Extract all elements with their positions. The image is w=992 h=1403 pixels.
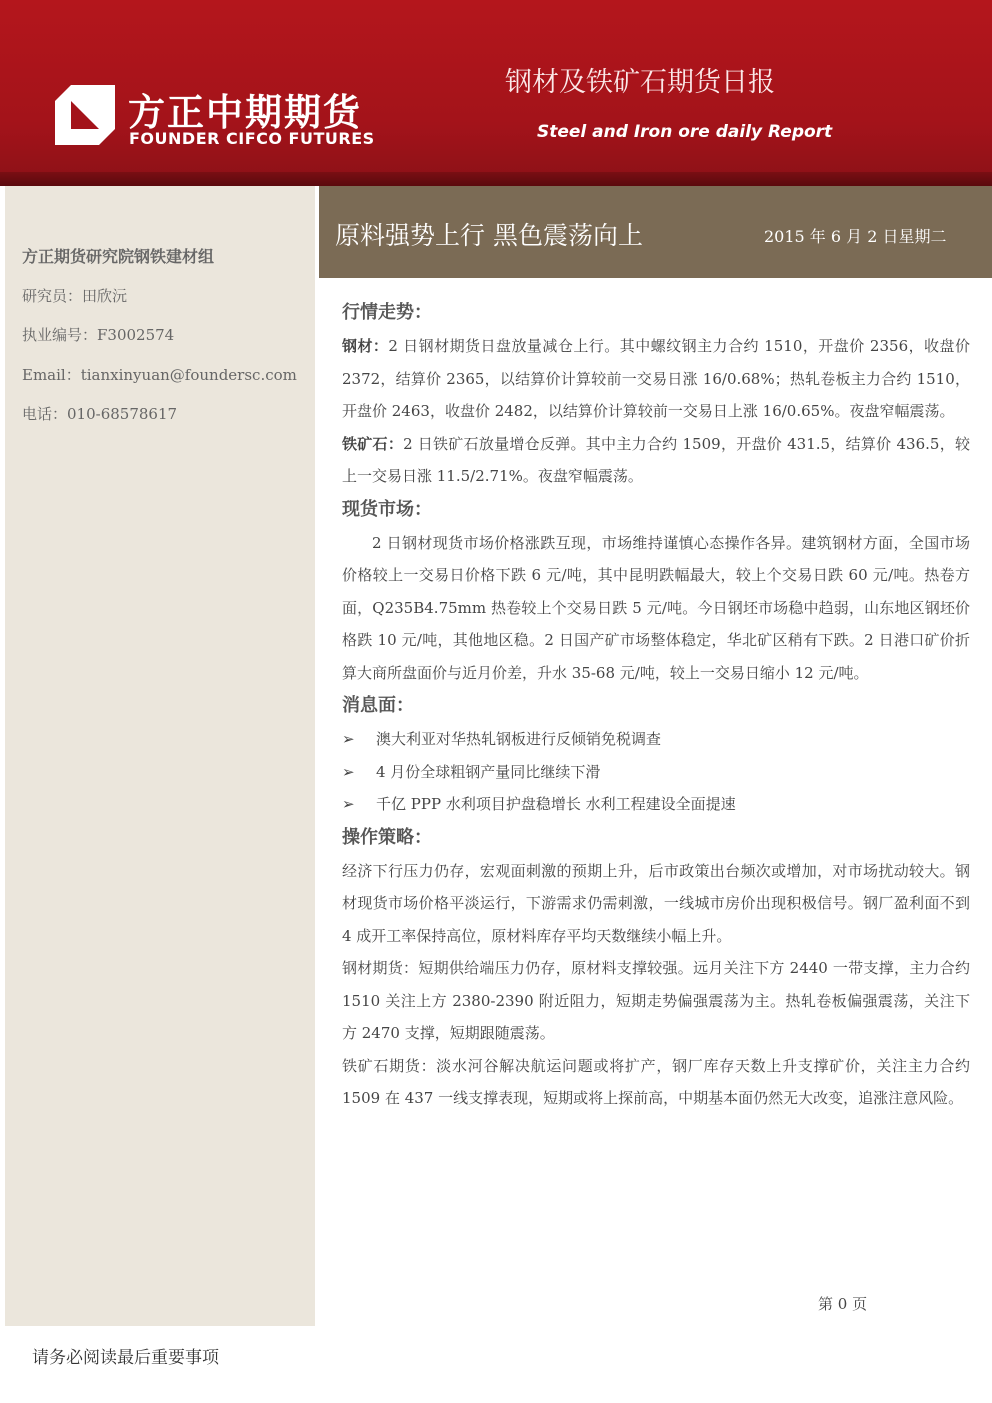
news-text: 千亿 PPP 水利项目护盘稳增长 水利工程建设全面提速 [376, 795, 736, 813]
news-text: 4 月份全球粗钢产量同比继续下滑 [376, 762, 601, 781]
spot-heading: 现货市场： [342, 498, 432, 520]
disclaimer-note: 请务必阅读最后重要事项 [32, 1348, 219, 1368]
arrow-bullet-icon: ➢ [342, 795, 355, 813]
report-date: 2015 年 6 月 2 日星期二 [764, 227, 947, 246]
page-number: 第 0 页 [818, 1295, 868, 1313]
market-heading: 行情走势： [342, 302, 432, 323]
news-item [342, 723, 970, 756]
arrow-bullet-icon: ➢ [342, 730, 355, 748]
strategy-ore: 铁矿石期货：淡水河谷解决航运问题或将扩产，钢厂库存天数上升支撑矿价，关注主力合约 1509 在 437 一线支撑表现，短期或将上探前高，中期基本面仍然无大改变，追涨注意风险。 [342, 1056, 970, 1107]
logo-text-cn: 方正中期期货 [128, 91, 362, 134]
phone-number: 电话：010-68578617 [22, 405, 178, 423]
license-number: 执业编号：F3002574 [22, 326, 175, 344]
news-item [342, 788, 970, 821]
logo-text-en: FOUNDER CIFCO FUTURES [129, 129, 375, 148]
author-sidebar [5, 186, 315, 1326]
researcher-name: 研究员：田欣沅 [22, 287, 128, 305]
report-title-en: Steel and Iron ore daily Report [537, 122, 833, 142]
ore-paragraph [342, 428, 970, 493]
report-headline: 原料强势上行 黑色震荡向上 [335, 221, 643, 250]
report-body [342, 296, 970, 1115]
ore-label: 铁矿石： [342, 434, 404, 453]
founder-logo-icon [55, 85, 115, 145]
news-heading: 消息面： [342, 695, 414, 716]
ore-text: 2 日铁矿石放量增仓反弹。其中主力合约 1509，开盘价 431.5，结算价 436.5，较上一交易日涨 11.5/2.71%。夜盘窄幅震荡。 [342, 434, 970, 485]
news-text: 澳大利亚对华热轧钢板进行反倾销免税调查 [376, 730, 662, 748]
strategy-steel: 钢材期货：短期供给端压力仍存，原材料支撑较强。远月关注下方 2440 一带支撑，主力合约 1510 关注上方 2380-2390 附近阻力，短期走势偏强震荡为主。热轧卷板偏强震荡，关注下方 2470 支撑，短期跟随震荡。 [342, 959, 970, 1042]
research-group: 方正期货研究院钢铁建材组 [22, 247, 215, 266]
news-item [342, 756, 970, 789]
header-divider [0, 172, 992, 186]
steel-label: 钢材： [342, 337, 389, 355]
strategy-macro: 经济下行压力仍存，宏观面刺激的预期上升，后市政策出台频次或增加，对市场扰动较大。钢材现货市场价格平淡运行，下游需求仍需刺激，一线城市房价出现积极信号。钢厂盈利面不到 4 成开工率保持高位，原材料库存平均天数继续小幅上升。 [342, 861, 970, 945]
email-address[interactable]: Email：tianxinyuan@foundersc.com [22, 366, 297, 384]
report-title-cn: 钢材及铁矿石期货日报 [505, 67, 775, 98]
steel-paragraph [342, 330, 970, 428]
strategy-heading: 操作策略： [342, 826, 432, 848]
arrow-bullet-icon: ➢ [342, 762, 355, 781]
steel-text: 2 日钢材期货日盘放量减仓上行。其中螺纹钢主力合约 1510，开盘价 2356，收盘价 2372，结算价 2365，以结算价计算较前一交易日涨 16/0.68%；热轧卷板主力合约 1510，开盘价 2463，收盘价 2482，以结算价计算较前一交易日上涨 16/0.65%。夜盘窄幅震荡。 [342, 337, 970, 420]
spot-paragraph: 2 日钢材现货市场价格涨跌互现，市场维持谨慎心态操作各异。建筑钢材方面，全国市场价格较上一交易日价格下跌 6 元/吨，其中昆明跌幅最大，较上个交易日跌 60 元/吨。热卷方面，Q235B4.75mm 热卷较上个交易日跌 5 元/吨。今日钢坯市场稳中趋弱，山东地区钢坯价格跌 10 元/吨，其他地区稳。2 日国产矿市场整体稳定，华北矿区稍有下跌。2 日港口矿价折算大商所盘面价与近月价差，升水 35-68 元/吨，较上一交易日缩小 12 元/吨。 [342, 533, 970, 682]
